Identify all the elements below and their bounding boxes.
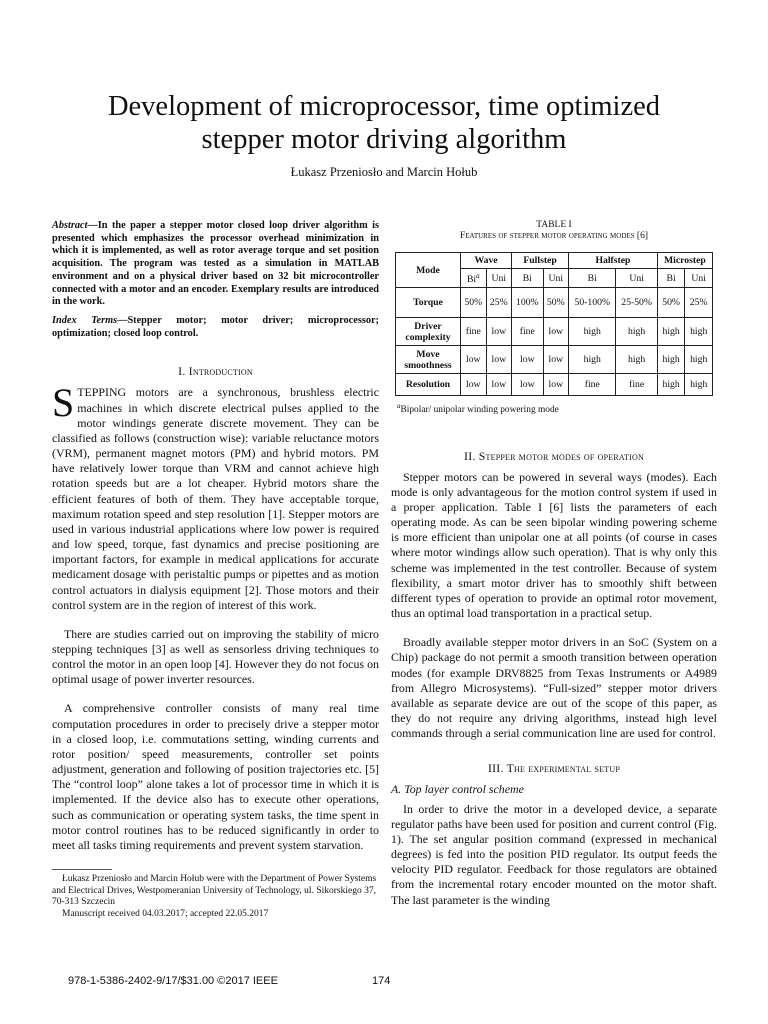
index-terms	[52, 315, 379, 340]
intro-paragraph-1-text: TEPPING motors are a synchronous, brushless electric machines in which discrete electrical pulses applied to the motor windings generate discrete movement. They can be classified as follows (construction wise): variable reluctance motors (VRM), permanent magnet motors (PM) and hybrid motors. PM have relatively lower torque than VRM and cannot achieve high rotation speeds but are a lot cheaper. Hybrid motors share the efficient features of both of them. They have acceptable torque, maximum rotation speed and step resolution [1]. Stepper motors are used in various industrial applications where low power is required and low speed, torque, fast dynamics and precise positioning are important factors, for example in medical applications for accurate medicament dosage with peristaltic pumps or pipettes and as motion control actuators in dialysis equipment [2]. Those motors and their control system are in the region of interest of this work.	[52, 385, 379, 612]
table-cell: 50-100%	[569, 288, 616, 318]
table-cell: fine	[512, 318, 543, 346]
table-row	[396, 374, 713, 396]
table-cell: high	[569, 346, 616, 374]
table-mode-header: Mode	[396, 253, 461, 288]
table-cell: 50%	[657, 288, 685, 318]
table-cell: low	[486, 318, 512, 346]
paper-title	[40, 90, 728, 156]
table-cell: 25%	[486, 288, 512, 318]
table-cell: high	[685, 346, 713, 374]
table-group-header: Wave	[461, 253, 512, 269]
footnotes	[52, 869, 379, 920]
table-note	[397, 399, 717, 418]
section-heading-setup: III. The experimental setup	[487, 761, 621, 776]
table-cell: high	[657, 346, 685, 374]
subsection-heading: A. Top layer control scheme	[391, 782, 524, 797]
page-number: 174	[372, 975, 391, 987]
table-subheader: Bi	[657, 269, 685, 288]
table-number: TABLE I	[536, 220, 572, 230]
abstract-label: Abstract	[52, 220, 88, 231]
footnote-affiliation: Łukasz Przeniosło and Marcin Hołub were with the Department of Power Systems and Electrical Drives, Westpomeranian University of Technology, ul. Sikorskiego 37, 70-313 Szczecin	[52, 874, 377, 908]
table-header-row	[396, 253, 713, 269]
table-cell: fine	[569, 374, 616, 396]
table-subheader: Uni	[486, 269, 512, 288]
table-note-text: Bipolar/ unipolar winding powering mode	[400, 405, 559, 416]
table-cell: low	[461, 374, 487, 396]
footnote-rule	[52, 869, 112, 870]
table-group-header: Fullstep	[512, 253, 569, 269]
table-subheader: Uni	[685, 269, 713, 288]
section-heading-introduction: I. Introduction	[178, 364, 253, 379]
table-cell: low	[512, 374, 543, 396]
table-cell: low	[543, 374, 569, 396]
table-row	[396, 318, 713, 346]
table-row	[396, 288, 713, 318]
table-cell: 100%	[512, 288, 543, 318]
table-cell: high	[569, 318, 616, 346]
abstract-text: —In the paper a stepper motor closed loop driver algorithm is presented which emphasizes the processor overhead minimization in which it is implemented, as well as rotor average torque and set position acquisition. The program was tested as a simulation in MATLAB environment and on a physical driver based on 32 bit microcontroller connected with a motor and an encoder. Exemplary results are introduced in the work.	[52, 220, 379, 308]
table-subheader: Uni	[543, 269, 569, 288]
title-line-1: Development of microprocessor, time optimized	[107, 91, 661, 122]
modes-paragraph-2: Broadly available stepper motor drivers in an SoC (System on a Chip) package do not permit a smooth transition between operation modes (for example DRV8825 from Texas Instruments or A4989 from Allegro Microsystems). “Full-sized” stepper motor drivers available as separate device are out of the scope of this paper, as they do not require any driving algorithms, instead high level commands through a serial communication line are used for control.	[391, 635, 717, 741]
table-cell: high	[657, 318, 685, 346]
footnote-manuscript: Manuscript received 04.03.2017; accepted 22.05.2017	[62, 908, 269, 919]
left-column	[52, 220, 379, 920]
modes-paragraph-1: Stepper motors can be powered in several ways (modes). Each mode is only advantageous for the motion control system if used in a proper application. Table I [6] lists the parameters of each operating mode. As can be seen bipolar winding powering scheme is more efficient than unipolar one at all points (of course in cases where motor windings allow such operation). That is why only this scheme was implemented in the test controller. Because of system flexibility, a smart motor driver has to smoothly shift between different types of operation to provide an optimal rotor movement, thus an optimal load transportation in a practical setup.	[391, 469, 717, 621]
abstract	[52, 220, 379, 309]
table-cell: 25-50%	[616, 288, 657, 318]
table-row-label: Torque	[396, 288, 461, 318]
index-terms-label: Index Terms	[52, 314, 118, 326]
table-subheader: Bi	[569, 269, 616, 288]
intro-paragraph-3: A comprehensive controller consists of many real time computation procedures in order to precisely drive a stepper motor in a closed loop, i.e. commutations setting, winding currents and rotor position/ speed measurements, controller set points adjustment, generation and following of position trajectories etc. [5] The “control loop” alone takes a lot of processor time in which it is implemented. If the device also has to execute other operations, such as communication or operating system tasks, the time spent in motor control routines has to be reduced significantly in order to meet all tasks timing requirements and prevent system starvation.	[52, 701, 379, 852]
table-cell: 50%	[461, 288, 487, 318]
table-group-header: Microstep	[657, 253, 712, 269]
table-note-mark: a	[397, 402, 401, 411]
intro-paragraph-2: There are studies carried out on improving the stability of micro stepping techniques [3] as well as sensorless driving techniques to control the motor in an open loop [4]. However they do not focus on optimal usage of power inverter resources.	[52, 626, 379, 687]
table-cell: low	[461, 346, 487, 374]
table-row	[396, 346, 713, 374]
table-cell: high	[616, 346, 657, 374]
footnote-mark: a	[476, 272, 480, 280]
table-subheader: Bi$^a$	[461, 269, 487, 288]
title-line-2: stepper motor driving algorithm	[201, 124, 567, 155]
table-group-header: Halfstep	[569, 253, 658, 269]
table-cell: fine	[616, 374, 657, 396]
section-heading-modes: II. Stepper motor modes of operation	[464, 448, 644, 463]
table-cell: high	[657, 374, 685, 396]
table-cell: 25%	[685, 288, 713, 318]
table-subheader: Bi	[512, 269, 543, 288]
table-cell: low	[543, 346, 569, 374]
table-row-label: Move smoothness	[396, 346, 461, 374]
table-cell: low	[486, 346, 512, 374]
table-cell: high	[616, 318, 657, 346]
table-subheader: Uni	[616, 269, 657, 288]
drop-cap: S	[52, 380, 75, 426]
table-cell: 50%	[543, 288, 569, 318]
footer-copyright: 978-1-5386-2402-9/17/$31.00 ©2017 IEEE	[68, 975, 278, 987]
setup-paragraph-1: In order to drive the motor in a developed device, a separate regulator paths have been used for position and current control (Fig. 1). The set angular position command (expressed in mechanical degrees) is fed into the position PID regulator. Its output feeds the velocity PID regulator. Feedback for those regulators are obtained from the incremental rotary encoder mounted on the motor shaft. The last parameter is the winding	[391, 801, 717, 907]
table-row-label: Driver complexity	[396, 318, 461, 346]
table-cell: fine	[461, 318, 487, 346]
table-row-label: Resolution	[396, 374, 461, 396]
right-column	[391, 220, 717, 908]
authors: Łukasz Przeniosło and Marcin Hołub	[290, 165, 478, 179]
table-caption: Features of stepper motor operating modes [6]	[459, 231, 648, 241]
table-cell: high	[685, 318, 713, 346]
table-cell: high	[685, 374, 713, 396]
intro-paragraph-1	[52, 380, 379, 612]
table-cell: low	[486, 374, 512, 396]
table-cell: low	[543, 318, 569, 346]
table-cell: low	[512, 346, 543, 374]
features-table	[395, 252, 713, 396]
index-terms-text: —Stepper motor; motor driver; microprocessor; optimization; closed loop control.	[52, 314, 379, 339]
